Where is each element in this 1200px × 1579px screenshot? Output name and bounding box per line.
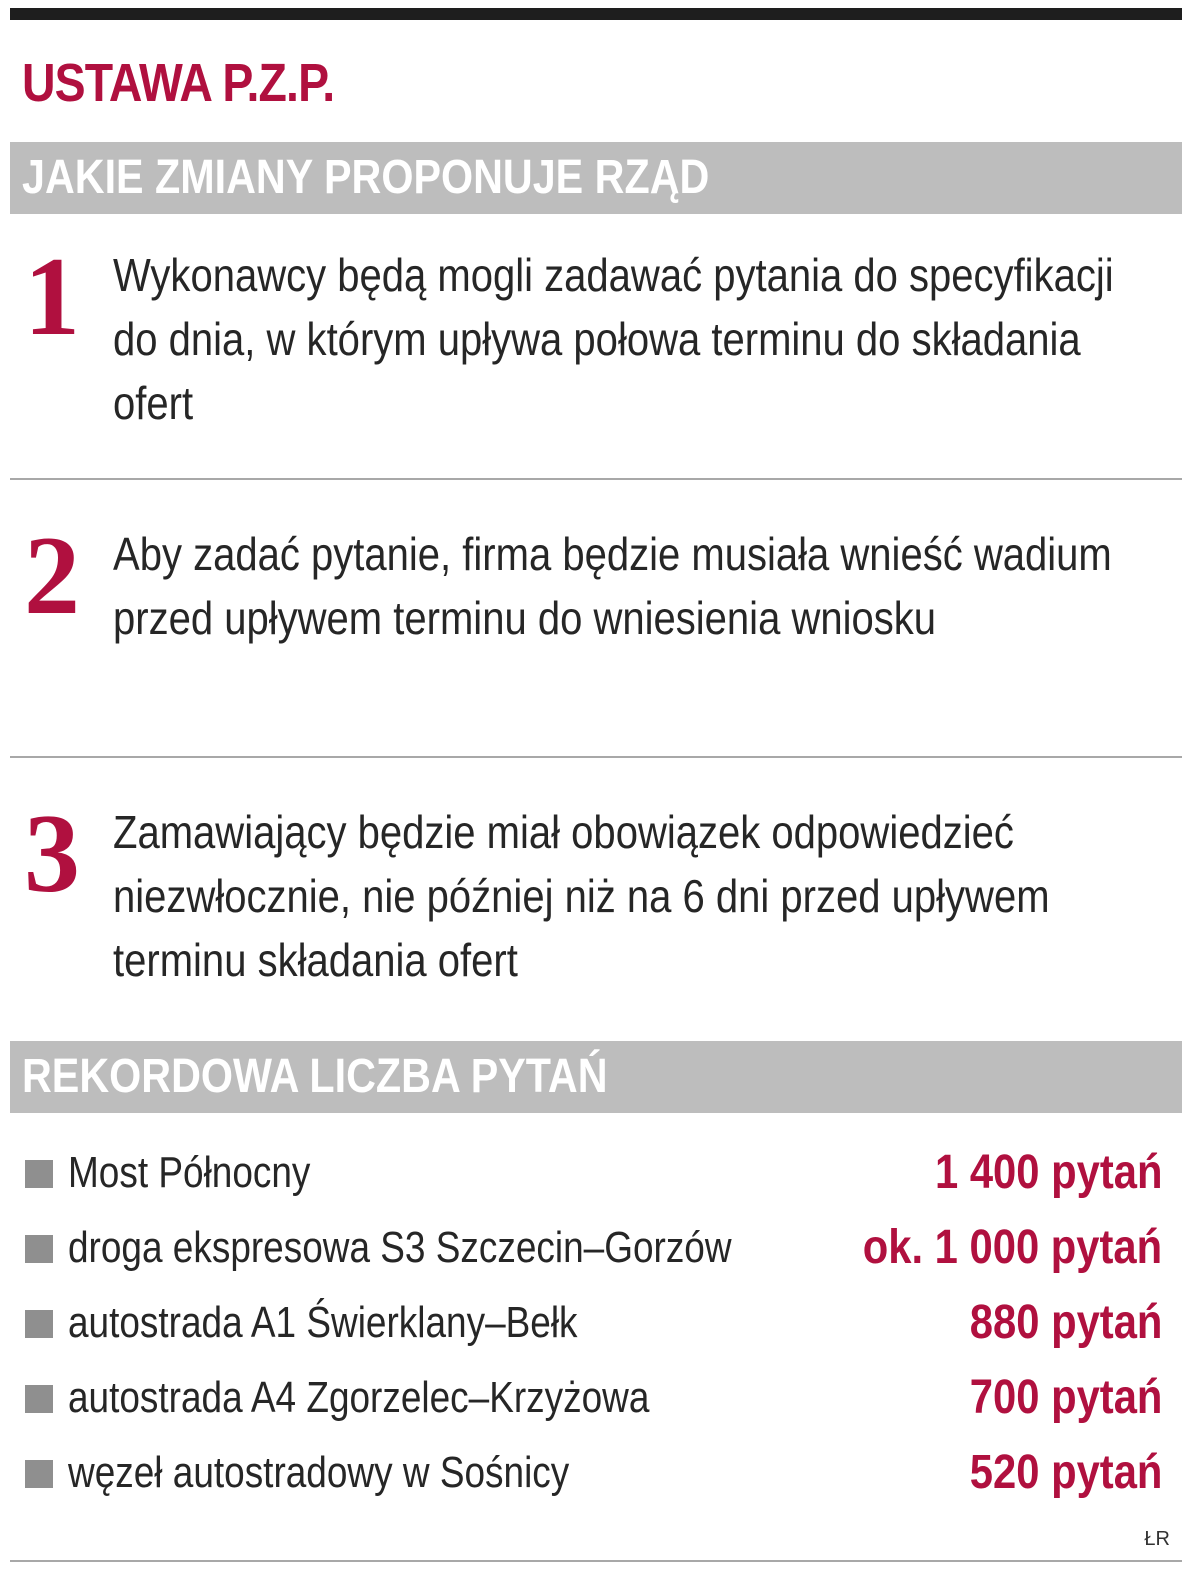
- record-value: 880 pytań: [969, 1296, 1162, 1349]
- record-row: [10, 1436, 1162, 1510]
- square-bullet-icon: [25, 1385, 53, 1413]
- top-rule: [10, 8, 1182, 20]
- record-label: Most Północny: [68, 1148, 311, 1197]
- source-credit: ŁR: [1144, 1528, 1170, 1550]
- changes-section-header: [10, 142, 1182, 214]
- record-value: 1 400 pytań: [934, 1146, 1162, 1199]
- page-title: USTAWA P.Z.P.: [22, 53, 335, 113]
- changes-section-title: JAKIE ZMIANY PROPONUJE RZĄD: [22, 151, 710, 204]
- record-value: 520 pytań: [969, 1446, 1162, 1499]
- record-row: [10, 1136, 1162, 1210]
- record-row: [10, 1286, 1162, 1360]
- change-text: Aby zadać pytanie, firma będzie musiała wnieść wadium przed upływem terminu do wniesienia wniosku: [113, 528, 1112, 644]
- change-number: 1: [24, 235, 80, 359]
- change-text: Wykonawcy będą mogli zadawać pytania do specyfikacji do dnia, w którym upływa połowa terminu do składania ofert: [113, 249, 1114, 429]
- record-label: droga ekspresowa S3 Szczecin–Gorzów: [68, 1223, 732, 1272]
- record-row: [10, 1211, 1162, 1285]
- record-value: 700 pytań: [969, 1371, 1162, 1424]
- record-row: [10, 1361, 1162, 1435]
- records-section-title: REKORDOWA LICZBA PYTAŃ: [22, 1050, 608, 1103]
- divider: [10, 478, 1182, 480]
- record-value: ok. 1 000 pytań: [862, 1221, 1162, 1274]
- square-bullet-icon: [25, 1235, 53, 1263]
- change-number: 3: [24, 792, 80, 916]
- records-section-header: [10, 1041, 1182, 1113]
- change-text: Zamawiający będzie miał obowiązek odpowiedzieć niezwłocznie, nie później niż na 6 dni przed upływem terminu składania ofert: [113, 806, 1050, 986]
- record-label: autostrada A4 Zgorzelec–Krzyżowa: [68, 1373, 650, 1422]
- divider: [10, 756, 1182, 758]
- record-label: autostrada A1 Świerklany–Bełk: [68, 1298, 578, 1347]
- record-label: węzeł autostradowy w Sośnicy: [68, 1448, 570, 1497]
- square-bullet-icon: [25, 1460, 53, 1488]
- change-number: 2: [24, 514, 80, 638]
- square-bullet-icon: [25, 1160, 53, 1188]
- bottom-rule: [10, 1560, 1182, 1562]
- square-bullet-icon: [25, 1310, 53, 1338]
